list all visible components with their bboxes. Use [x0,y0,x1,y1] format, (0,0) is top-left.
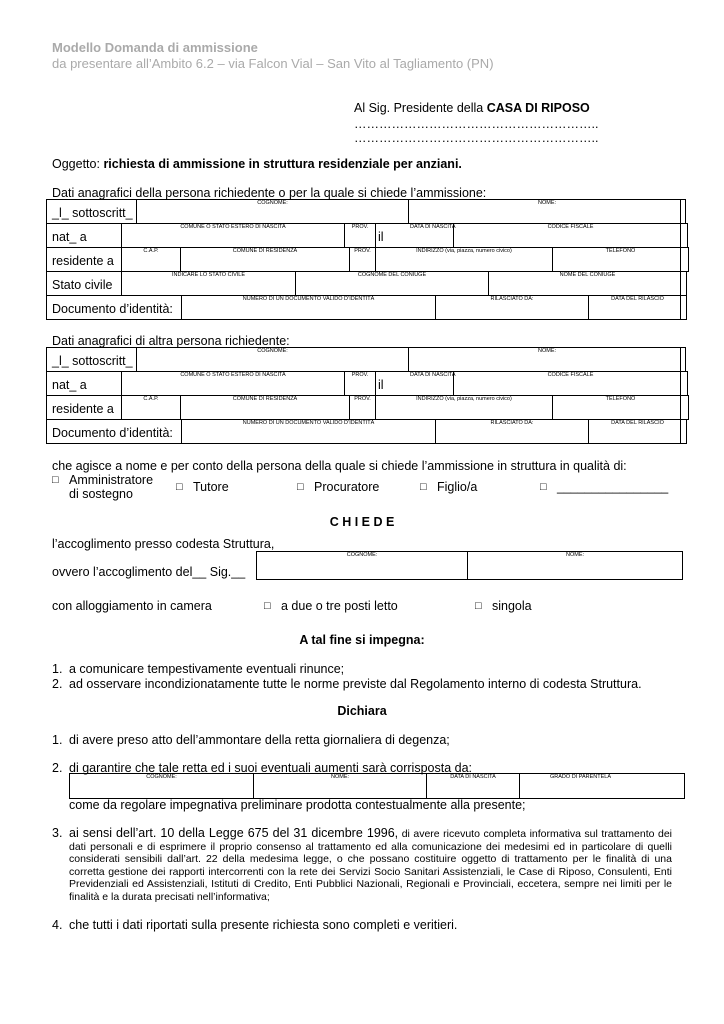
label-codice-fiscale-2: CODICE FISCALE [547,372,594,378]
label-comune-residenza-2: COMUNE DI RESIDENZA [232,396,298,402]
label-telefono: TELEFONO [605,248,636,254]
label-rilasciato-2: RILASCIATO DA: [490,420,534,426]
dichiara-num-4: 4. [52,918,63,932]
label-cognome-2: COGNOME: [257,348,288,354]
label-documento-2: Documento d’identità: [52,426,173,440]
impegna-item-2: ad osservare incondizionatamente tutte le norme previste dal Regolamento interno di codesta Struttura. [69,677,642,691]
chiede-line2: ovvero l’accoglimento del__ Sig.__ [52,565,246,579]
label-comune-residenza: COMUNE DI RESIDENZA [232,248,298,254]
checkbox-other[interactable]: □ [540,481,547,493]
subject-text: richiesta di ammissione in struttura residenziale per anziani. [103,157,462,171]
impegna-num-1: 1. [52,662,63,676]
label-chiede-cognome: COGNOME: [346,552,378,558]
label-sottoscritto-2: _l_ sottoscritt_ [52,354,133,368]
payer-table [69,773,685,799]
option-di-sostegno: di sostegno [69,487,133,501]
label-indirizzo: INDIRIZZO (via, piazza, numero civico) [416,248,512,254]
addressee-name: CASA DI RIPOSO [486,101,590,115]
chiede-name-table [256,551,683,580]
label-numero-documento: NUMERO DI UN DOCUMENTO VALIDO D’IDENTITÀ [242,296,375,302]
option-tutore: Tutore [193,480,229,494]
camera-label: con alloggiamento in camera [52,599,212,613]
option-amministratore: Amministratore [69,473,154,487]
checkbox-procuratore[interactable]: □ [297,481,304,493]
label-data-nascita-2: DATA DI NASCITA [410,372,456,378]
label-cap-2: C.A.P. [143,396,159,402]
addressee-dots-2: ………………………………………………….. [354,131,599,145]
checkbox-camera-singola[interactable]: □ [475,600,482,612]
checkbox-camera-doppia[interactable]: □ [264,600,271,612]
label-prov-residenza-2: PROV. [354,396,371,402]
label-payer-cognome: COGNOME: [146,774,177,780]
label-data-rilascio-2: DATA DEL RILASCIO [611,420,664,426]
label-residente: residente a [52,254,114,268]
checkbox-figlio[interactable]: □ [420,481,427,493]
document-subtitle: da presentare all’Ambito 6.2 – via Falcon Vial – San Vito al Tagliamento (PN) [52,56,494,71]
label-nome-coniuge: NOME DEL CONIUGE [559,272,616,278]
label-rilasciato: RILASCIATO DA: [490,296,534,302]
label-numero-documento-2: NUMERO DI UN DOCUMENTO VALIDO D’IDENTITÀ [242,420,375,426]
checkbox-tutore[interactable]: □ [176,481,183,493]
label-nome: NOME: [537,200,557,206]
dichiara-num-2: 2. [52,761,63,775]
label-comune-nascita-2: COMUNE O STATO ESTERO DI NASCITA [180,372,286,378]
camera-option-doppia: a due o tre posti letto [281,599,398,613]
label-indirizzo-2: INDIRIZZO (via, piazza, numero civico) [416,396,512,402]
document-title: Modello Domanda di ammissione [52,40,258,55]
label-data-rilascio: DATA DEL RILASCIO [611,296,664,302]
label-documento: Documento d’identità: [52,302,173,316]
chiede-line1: l’accoglimento presso codesta Struttura, [52,537,275,551]
label-nome-2: NOME: [537,348,557,354]
label-nato: nat_ a [52,230,87,244]
label-stato-civile: Stato civile [52,278,113,292]
applicant-form-table [46,199,681,320]
label-codice-fiscale: CODICE FISCALE [547,224,594,230]
addressee-dots-1: ………………………………………………….. [354,117,599,131]
label-telefono-2: TELEFONO [605,396,636,402]
option-figlio: Figlio/a [437,480,478,494]
label-payer-nome: NOME: [330,774,350,780]
label-cognome: COGNOME: [257,200,288,206]
dichiara-item-2-after: come da regolare impegnativa preliminare prodotta contestualmente alla presente; [69,798,526,812]
option-procuratore: Procuratore [314,480,380,494]
option-other-blank[interactable]: ________________ [557,480,669,494]
label-indicare-stato-civile: INDICARE LO STATO CIVILE [171,272,246,278]
dichiara-item-3-start: ai sensi dell’art. 10 della Legge 675 del 31 dicembre 1996, [69,826,399,840]
label-prov: PROV. [351,224,369,230]
dichiara-num-1: 1. [52,733,63,747]
label-chiede-nome: NOME: [565,552,585,558]
label-prov-2: PROV. [351,372,369,378]
capacity-text: che agisce a nome e per conto della persona della quale si chiede l’ammissione in struttura in qualità di: [52,459,627,473]
impegna-title: A tal fine si impegna: [299,633,425,647]
addressee-prefix: Al Sig. Presidente della [354,101,484,115]
subject-line [52,157,462,171]
label-cap: C.A.P. [143,248,159,254]
subject-label: Oggetto: [52,157,100,171]
dichiara-title: Dichiara [337,704,387,718]
label-sottoscritto: _l_ sottoscritt_ [52,206,133,220]
dichiara-item-3-rest: di avere ricevuto completa informativa sul trattamento dei dati personali e di esprimere il proprio consenso al trattamento ed alla comunicazione dei medesimi ed in particolare di quelli considerati sensibili dall’art. 22 della medesima legge, o che possano costituire oggetto di trattamento per le finalità di una corretta gestione dei rapporti intercorrenti con la rete dei Servizi Socio Sanitari Assistenziali, le Case di Riposo, Consulenti, Enti Previdenziali ed Assistenziali, Istituti di Credito, Enti Pubblici Nazionali, Regionali e Provinciali, eccetera, sempre nei limiti per le finalità e la durata precisati nell’informativa; [69,828,673,903]
dichiara-item-3 [69,827,672,903]
camera-option-singola: singola [492,599,532,613]
section1-heading: Dati anagrafici della persona richiedente o per la quale si chiede l’ammissione: [52,186,487,200]
label-il-2: il [378,378,384,392]
label-comune-nascita: COMUNE O STATO ESTERO DI NASCITA [180,224,286,230]
other-applicant-form-table [46,347,681,444]
label-il: il [378,230,384,244]
label-payer-data-nascita: DATA DI NASCITA [450,774,496,780]
chiede-title: C H I E D E [329,515,395,529]
label-payer-parentela: GRADO DI PARENTELA [550,774,612,780]
label-cognome-coniuge: COGNOME DEL CONIUGE [357,272,427,278]
checkbox-amministratore[interactable]: □ [52,474,59,486]
dichiara-num-3: 3. [52,826,63,840]
label-prov-residenza: PROV. [354,248,371,254]
dichiara-item-1: di avere preso atto dell’ammontare della retta giornaliera di degenza; [69,733,450,747]
impegna-item-1: a comunicare tempestivamente eventuali rinunce; [69,662,345,676]
label-nato-2: nat_ a [52,378,87,392]
dichiara-item-2: di garantire che tale retta ed i suoi eventuali aumenti sarà corrisposta da: [69,761,473,775]
section2-heading: Dati anagrafici di altra persona richiedente: [52,334,290,348]
impegna-num-2: 2. [52,677,63,691]
label-residente-2: residente a [52,402,114,416]
label-data-nascita: DATA DI NASCITA [410,224,456,230]
addressee-line [354,101,590,115]
dichiara-item-4: che tutti i dati riportati sulla presente richiesta sono completi e veritieri. [69,918,458,932]
